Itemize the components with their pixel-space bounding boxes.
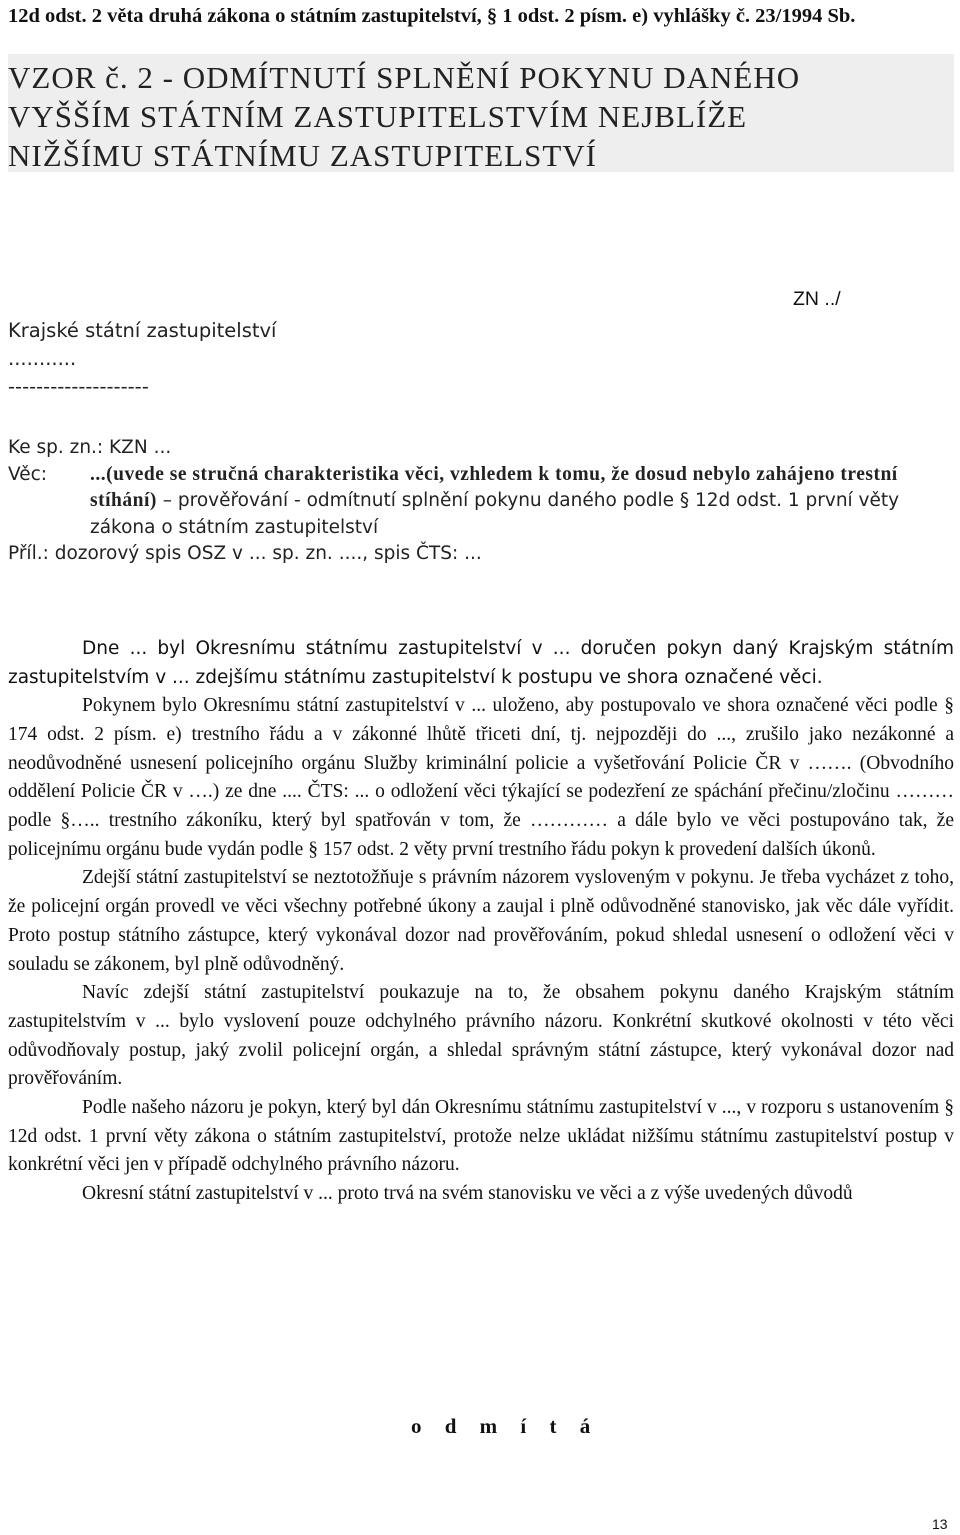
addressee-rule: -------------------- [8,375,149,398]
addressee-office: Krajské státní zastupitelství [8,319,277,342]
reference-number: Ke sp. zn.: KZN ... [8,437,172,458]
attachment-line: Příl.: dozorový spis OSZ v ... sp. zn. ...., spis ČTS: ... [8,543,482,564]
decision-word: o d m í t á [411,1414,600,1438]
subject-label: Věc: [8,463,48,485]
case-meta [8,435,954,568]
heading-line-3: NIŽŠÍMU STÁTNÍMU ZASTUPITELSTVÍ [8,138,597,173]
subject-row [8,462,954,542]
subject-text [90,462,954,542]
file-number: ZN ../ [793,288,841,310]
paragraph-1: Dne ... byl Okresnímu státnímu zastupitelství v ... doručen pokyn daný Krajským státním zastupitelstvím v ... zdejšímu státnímu zastupitelství k postupu ve shora označené věci. [8,638,954,688]
heading-line-1: VZOR č. 2 - ODMÍTNUTÍ SPLNĚNÍ POKYNU DANÉHO [8,60,801,95]
letter-body [8,635,954,1209]
document-page [8,0,954,172]
paragraph-4: Navíc zdejší státní zastupitelství poukazuje na to, že obsahem pokynu daného Krajským státním zastupitelstvím v ... bylo vyslovení pouze odchylného právního názoru. Konkrétní skutkové okolnosti v této věci odůvodňovaly postup, jaký zvolil policejní orgán, a shledal správným státní zástupce, který vykonával dozor nad prověřováním. [8,982,954,1090]
paragraph-2: Pokynem bylo Okresnímu státní zastupitelství v ... uloženo, aby postupovalo ve shora označené věci podle § 174 odst. 2 písm. e) trestního řádu a v zákonné lhůtě třiceti dní, tj. nejpozději do ..., zrušilo jako nezákonné a neodůvodněné usnesení policejního orgánu Služby kriminální policie a vyšetřování Policie ČR v ……. (Obvodního oddělení Policie ČR v ….) ze dne .... ČTS: ... o odložení věci týkající se podezření ze spáchání přečinu/zločinu ……… podle §….. trestního zákoníku, který byl spatřován v tom, že ………… a dále bylo ve věci postupováno tak, že policejnímu orgánu bude vydán podle § 157 odst. 2 věty první trestního řádu pokyn k provedení dalších úkonů. [8,695,954,860]
legal-basis: 12d odst. 2 věta druhá zákona o státním zastupitelství, § 1 odst. 2 písm. e) vyhlášky č. 23/1994 Sb. [8,5,856,27]
page-number: 13 [932,1516,948,1532]
paragraph-6: Okresní státní zastupitelství v ... proto trvá na svém stanovisku ve věci a z výše uvedených důvodů [82,1183,853,1205]
subject-characterization: ...(uvede se stručná charakteristika věci, vzhledem k tomu, že dosud nebylo zahájeno trestní stíhání) [90,463,898,511]
addressee-block [8,317,276,401]
template-heading [8,54,954,172]
paragraph-5: Podle našeho názoru je pokyn, který byl dán Okresnímu státnímu zastupitelství v ..., v rozporu s ustanovením § 12d odst. 1 první věty zákona o státním zastupitelství, protože nelze ukládat nižšímu státnímu zastupitelství postup v konkrétní věci jen v případě odchylného právního názoru. [8,1097,954,1176]
subject-rest: – prověřování - odmítnutí splnění pokynu daného podle § 12d odst. 1 první věty zákona o státním zastupitelství [90,490,900,538]
heading-line-2: VYŠŠÍM STÁTNÍM ZASTUPITELSTVÍM NEJBLÍŽE [8,99,748,134]
addressee-dots: ........... [8,347,77,370]
paragraph-3: Zdejší státní zastupitelství se neztotožňuje s právním názorem vysloveným v pokynu. Je třeba vycházet z toho, že policejní orgán provedl ve věci všechny potřebné úkony a zaujal i plně odůvodněné stanovisko, jak věc dále vyřídit. Proto postup státního zástupce, který vykonával dozor nad prověřováním, pokud shledal usnesení o odložení věci v souladu se zákonem, byl plně odůvodněný. [8,867,954,975]
